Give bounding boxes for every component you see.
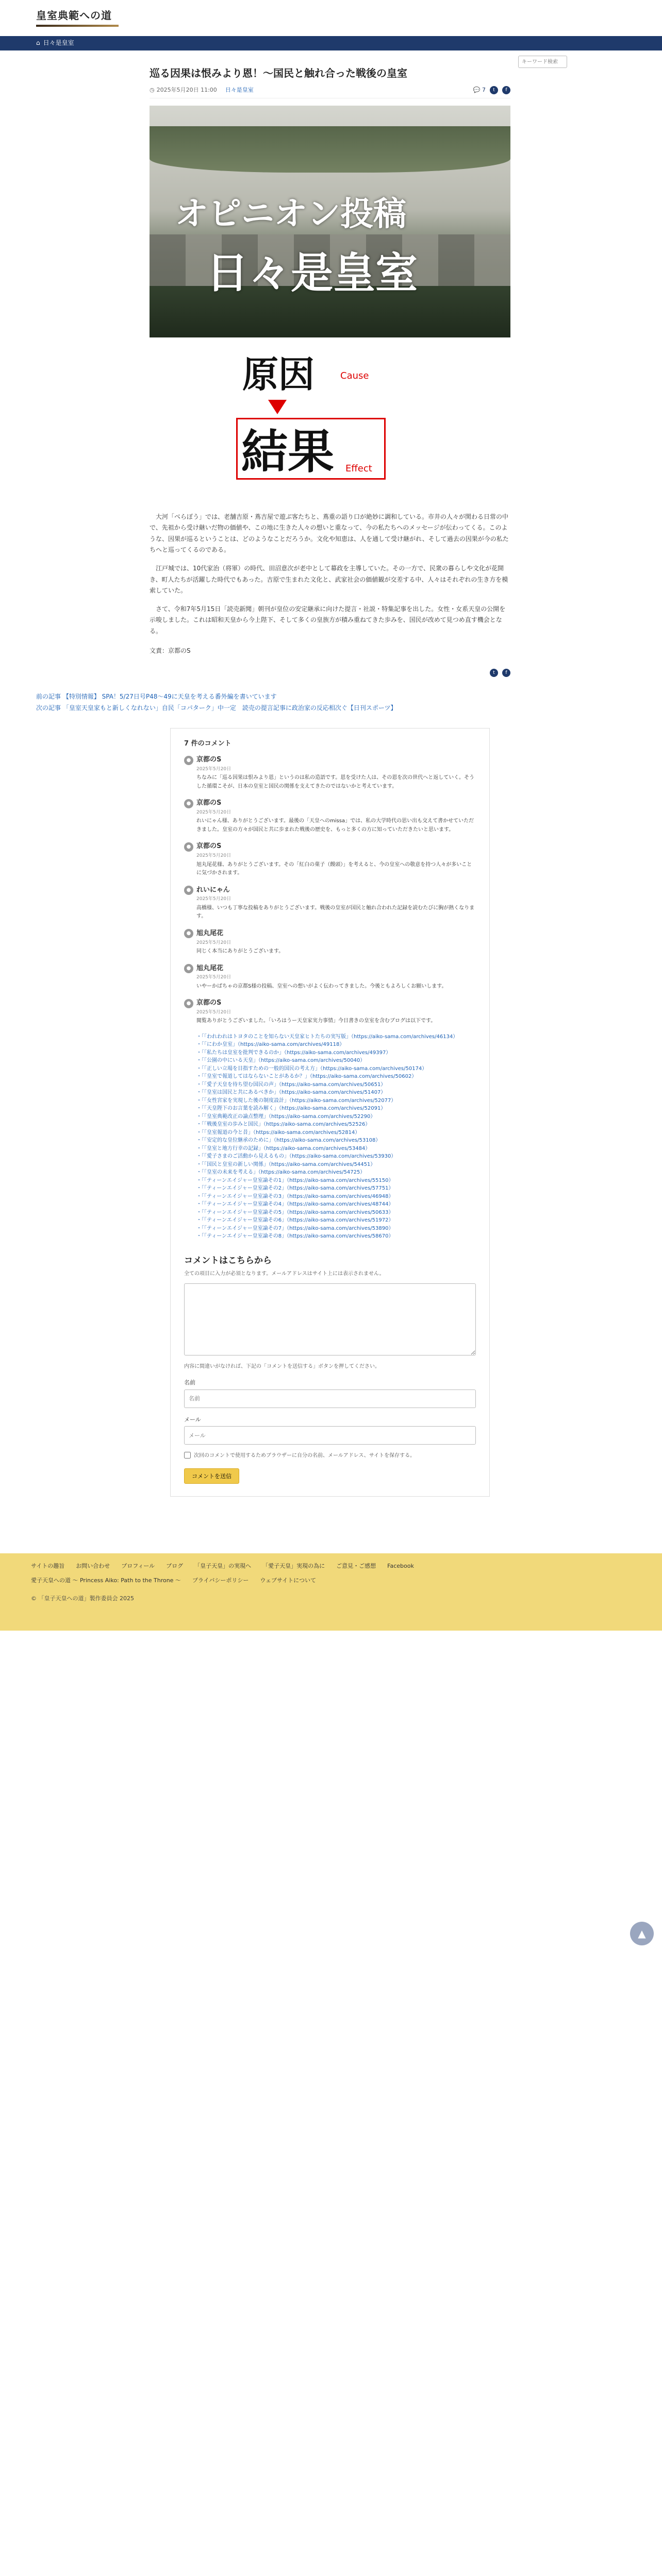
article-category[interactable]: 日々是皇室 [225,87,254,93]
comment-author: 京都のS [196,756,222,764]
reference-link[interactable]: ・「「国民と皇室の新しい関係」（https://aiko-sama.com/archives/54451） [196,1161,376,1167]
comment [184,928,476,956]
comment-date: 2025年5月20日 [196,940,231,945]
name-label: 名前 [184,1379,195,1386]
avatar: ● [184,799,193,808]
footer-link[interactable]: お問い合わせ [76,1563,110,1570]
comments-heading: 7 件のコメント [184,740,231,748]
comment-author: 旭丸尾花 [196,964,224,972]
reference-item [196,1049,476,1057]
comment-text: 閲覧ありがとうございました。「いろはうー天皇家実力事情」今日書きの皇室を含むブログは以下です。 [196,1018,436,1024]
reference-item [196,1216,476,1225]
comment-head [184,928,476,939]
comment-date: 2025年5月20日 [196,975,231,980]
reference-link[interactable]: ・「「ティーンエイジャー皇室論その3」（https://aiko-sama.com/archives/46948） [196,1193,394,1199]
comment-head [184,841,476,852]
avatar: ● [184,842,193,852]
facebook-icon[interactable]: f [502,86,510,94]
comment-text: 同じく本当にありがとうございます。 [196,948,284,955]
email-input[interactable] [184,1426,476,1445]
reference-link[interactable]: ・「「われわれはトヨタのことを知らない天皇家ヒトたちの実写版」（https://aiko-sama.com/archives/46134） [196,1033,458,1040]
reference-link[interactable]: ・「「私たちは皇室を批判できるのか」（https://aiko-sama.com/archives/49397） [196,1049,391,1056]
comment-head [184,798,476,809]
reference-link[interactable]: ・「「ティーンエイジャー皇室論その4」（https://aiko-sama.com/archives/48744） [196,1201,394,1208]
reference-link[interactable]: ・「「ティーンエイジャー皇室論その7」（https://aiko-sama.com/archives/53890） [196,1225,394,1231]
article-date-text: 2025年5月20日 11:00 [156,87,217,93]
reference-link[interactable]: ・「「ティーンエイジャー皇室論その6」（https://aiko-sama.com/archives/51972） [196,1217,394,1224]
reference-link[interactable]: ・「「にわか皇室」（https://aiko-sama.com/archives/49118） [196,1042,345,1048]
comment-head [184,885,476,896]
reference-item [196,1137,476,1145]
home-icon[interactable]: ⌂ [36,39,40,47]
comment-text: れいにゃん様、ありがとうございます。最後の「天皇へのmissa」では、私の大学時代の思い出も交えて書かせていただきました。皇室の方々が国民と共に歩まれた戦後の歴史を、もっと多くの方に知っていただきたいと思います。 [196,818,474,833]
footer-link[interactable]: プロフィール [121,1563,155,1570]
footer-link[interactable]: ウェブサイトについて [260,1577,316,1584]
reference-item [196,1193,476,1201]
comment-author: 京都のS [196,999,222,1007]
reference-item [196,1121,476,1129]
footer-link[interactable]: サイトの趣旨 [31,1563,65,1570]
twitter-icon[interactable]: t [490,86,498,94]
name-input[interactable] [184,1389,476,1408]
reply-hint: 内容に間違いがなければ、下記の「コメントを送信する」ボタンを押してください。 [184,1363,380,1369]
clock-icon: ◷ [150,87,155,93]
reference-link[interactable]: ・「「皇室で報道してはならないことがあるか？」（https://aiko-sama.com/archives/50602） [196,1074,417,1080]
article-body [150,512,510,657]
reference-link[interactable]: ・「「ティーンエイジャー皇室論その1」（https://aiko-sama.com/archives/55150） [196,1177,394,1183]
reference-item [196,1041,476,1049]
reference-link[interactable]: ・「「愛子さまのご活動から見えるもの」（https://aiko-sama.com/archives/53930） [196,1154,396,1160]
reference-link[interactable]: ・「「ティーンエイジャー皇室論その2」（https://aiko-sama.com/archives/57751） [196,1185,394,1192]
paragraph: さて、令和7年5月15日「読売新聞」朝刊が皇位の安定継承に向けた提言・社説・特集記事を出した。女性・女系天皇の公開を示唆しました。これは昭和天皇から今上陛下、そして多くの皇族方が積み重ねてきた歩みを、国民が改めて見つめ直す機会となる。 [150,605,506,635]
avatar: ● [184,886,193,895]
share-row [150,669,510,677]
reference-item [196,1089,476,1097]
comment [184,798,476,834]
reference-item [196,1065,476,1073]
footer-copyright: © 「皇子天皇への道」製作委員会 2025 [31,1595,134,1602]
reference-item [196,1033,476,1041]
comment [184,885,476,921]
reference-link[interactable]: ・「「皇室典範改正の論点整理」（https://aiko-sama.com/archives/52290） [196,1113,376,1120]
reference-link[interactable]: ・「「ティーンエイジャー皇室論その5」（https://aiko-sama.com/archives/50633） [196,1209,394,1215]
effect-label-en: Effect [345,463,372,474]
chevron-up-icon: ▲ [638,1927,646,1940]
article [150,50,510,689]
reference-item [196,1161,476,1169]
comment-head [184,963,476,974]
hero-title-line1: オピニオン投稿 [175,195,406,233]
prev-article-link[interactable]: 前の記事 【特別情報】 SPA！5/27日号P48〜49に天皇を考える番外編を書いています [36,693,277,701]
comments-section [170,728,490,1497]
comment-head [184,755,476,766]
comment-textarea[interactable] [184,1283,476,1355]
reply-note: 全ての項目に入力が必須となります。メールアドレスはサイト上には表示されません。 [184,1271,385,1277]
reference-item [196,1232,476,1241]
reference-item [196,1145,476,1153]
footer-link[interactable]: 愛子天皇への道 〜 Princess Aiko: Path to the Throne 〜 [31,1577,181,1584]
cause-effect-figure [150,346,510,500]
cause-label: 原因 [242,353,315,396]
site-header [0,0,662,36]
hero-image [150,106,510,337]
footer-link[interactable]: プライバシーポリシー [192,1577,249,1584]
cookie-text: 次回のコメントで使用するためブラウザーに自分の名前、メールアドレス、サイトを保存する。 [194,1453,416,1459]
reference-link[interactable]: ・「「女性宮家を実現した後の制度設計」（https://aiko-sama.com/archives/52077） [196,1097,396,1104]
hero-trees [150,126,510,173]
reference-list [184,1033,476,1241]
reference-link[interactable]: ・「「安定的な皇位継承のために」（https://aiko-sama.com/archives/53108） [196,1138,381,1144]
breadcrumb-current[interactable]: 日々是皇室 [43,39,74,47]
reference-item [196,1225,476,1233]
comment-count-icon[interactable]: 💬 7 [473,87,486,93]
footer-link[interactable]: ご意見・ご感想 [336,1563,376,1570]
reference-item [196,1073,476,1081]
comment-head [184,998,476,1009]
footer-links-row1 [31,1562,631,1571]
avatar: ● [184,999,193,1008]
paragraph: 大河「べらぼう」では、老舗吉原・蔦吉屋で遊ぶ客たちと、蔦重の語り口が絶妙に調和している。市井の人々が関わる日常の中で、先祖から受け継いだ物の価値や、この地に生きた人々の想いと重なって、今の私たちへのメッセージが伝わってくる。このような、因果が巡るということは、どのようなことだろうか。文化や知恵は、人を通して受け継がれ、そして過去の因果が今の私たちへと巡ってくるのである。 [150,513,509,554]
comment-date: 2025年5月20日 [196,896,231,902]
comment-author: 京都のS [196,842,222,851]
article-author: 文責：京都のS [150,647,191,654]
comment-date: 2025年5月20日 [196,1010,231,1015]
comment-text: 高橋様、いつも丁寧な投稿をありがとうございます。戦後の皇室が国民と触れ合われた記録を読むたびに胸が熱くなります。 [196,905,475,920]
arrow-down-icon [268,400,287,414]
effect-label: 結果 [241,425,334,479]
email-label: メール [184,1416,201,1423]
site-footer [0,1553,662,1631]
breadcrumb [0,36,662,50]
scroll-to-top-button[interactable] [630,1922,654,1945]
reference-item [196,1105,476,1113]
reply-form [184,1254,476,1484]
footer-link[interactable]: 「愛子天皇」実現の為に [262,1563,325,1570]
save-info-checkbox[interactable] [184,1452,191,1459]
cause-label-en: Cause [340,370,369,381]
avatar: ● [184,964,193,973]
comment-count: 7 [482,87,486,93]
comment [184,963,476,991]
comment [184,998,476,1026]
avatar: ● [184,756,193,765]
reference-link[interactable]: ・「「天皇陛下のお言葉を読み解く」（https://aiko-sama.com/archives/52091） [196,1106,386,1112]
logo-underline [36,25,119,27]
comment-text: 旭丸尾花様、ありがとうございます。その「紅白の菓子（饅頭）」を考えると、今の皇室への敬意を持つ人々が多いことに気づかされます。 [196,861,472,876]
comment-text: いやーかばちゃの京都S様の投稿、皇室への想いがよく伝わってきました。今後ともよろしくお願いします。 [196,983,447,989]
reference-link[interactable]: ・「「正しい立場を目指すための一般的国民の考え方」（https://aiko-sama.com/archives/50174） [196,1065,427,1072]
comment-author: 旭丸尾花 [196,929,224,937]
reference-link[interactable]: ・「「愛子天皇を待ち望む国民の声」（https://aiko-sama.com/archives/50651） [196,1081,386,1088]
reference-link[interactable]: ・「「公園の中にいる天皇」（https://aiko-sama.com/archives/50040） [196,1058,366,1064]
reference-link[interactable]: ・「「皇室の未来を考える」（https://aiko-sama.com/archives/54725） [196,1170,366,1176]
footer-link[interactable]: ブログ [166,1563,184,1570]
twitter-icon[interactable]: t [490,669,498,677]
reference-item [196,1209,476,1217]
comment [184,841,476,877]
reference-item [196,1097,476,1105]
article-meta [150,86,510,98]
comment-date: 2025年5月20日 [196,810,231,816]
reference-link[interactable]: ・「「ティーンエイジャー皇室論その8」（https://aiko-sama.com/archives/58670） [196,1233,394,1240]
reference-item [196,1081,476,1089]
paragraph: 江戸城では、10代家治（将軍）の時代、田沼意次が老中として幕政を主導していた。その一方で、民衆の暮らしや文化が花開き、町人たちが活躍した時代でもあった。吉原で生まれた文化と、武家社会の価値観が交差する中、人々はそれぞれの生き方を模索していた。 [150,564,508,595]
comment-date: 2025年5月20日 [196,853,231,859]
reference-item [196,1200,476,1209]
reference-link[interactable]: ・「「皇室と地方行幸の記録」（https://aiko-sama.com/archives/53484） [196,1145,371,1151]
search-input[interactable] [518,56,567,68]
comment-list [184,755,476,1026]
footer-link[interactable]: 「皇子天皇」の実現へ [194,1563,252,1570]
footer-link[interactable]: Facebook [387,1563,414,1570]
reference-link[interactable]: ・「「戦後皇室の歩みと国民」（https://aiko-sama.com/archives/52526） [196,1122,371,1128]
facebook-icon[interactable]: f [502,669,510,677]
comment-date: 2025年5月20日 [196,766,231,772]
reference-item [196,1057,476,1065]
reference-item [196,1177,476,1185]
next-article-link[interactable]: 次の記事 「皇室天皇家もと新しくなれない」自民「コパターク」中一定 読売の提言記事に政治家の反応相次ぐ【日刊スポーツ】 [36,704,397,711]
article-title: 巡る因果は恨みより恩！〜国民と触れ合った戦後の皇室 [150,67,407,79]
footer-links-row2 [31,1576,631,1585]
site-logo[interactable]: 皇室典範への道 [36,9,112,22]
cookie-row [184,1452,476,1460]
hero-title-line2: 日々是皇室 [206,248,418,298]
reference-link[interactable]: ・「「皇室報道の今と昔」（https://aiko-sama.com/archives/52814） [196,1129,360,1136]
article-actions [473,86,510,95]
reference-item [196,1184,476,1193]
reply-title: コメントはこちらから [184,1255,272,1266]
reference-item [196,1129,476,1137]
comment [184,755,476,791]
reference-item [196,1113,476,1121]
comment-author: れいにゃん [196,886,230,894]
related-links [0,689,662,721]
article-date [150,86,217,95]
comment-author: 京都のS [196,799,222,807]
reference-link[interactable]: ・「「皇室は国民と共にあるべきか」（https://aiko-sama.com/archives/51407） [196,1090,386,1096]
reference-item [196,1153,476,1161]
comment-text: ちなみに「巡る因果は恨みより恩」というのは私の造語です。恩を受けた人は、その恩を次の世代へと返していく。そうした循環こそが、日本の皇室と国民の関係を支えてきたのではないかと考えています。 [196,775,474,789]
submit-comment-button[interactable]: コメントを送信 [184,1468,239,1484]
avatar: ● [184,929,193,938]
reference-item [196,1168,476,1177]
